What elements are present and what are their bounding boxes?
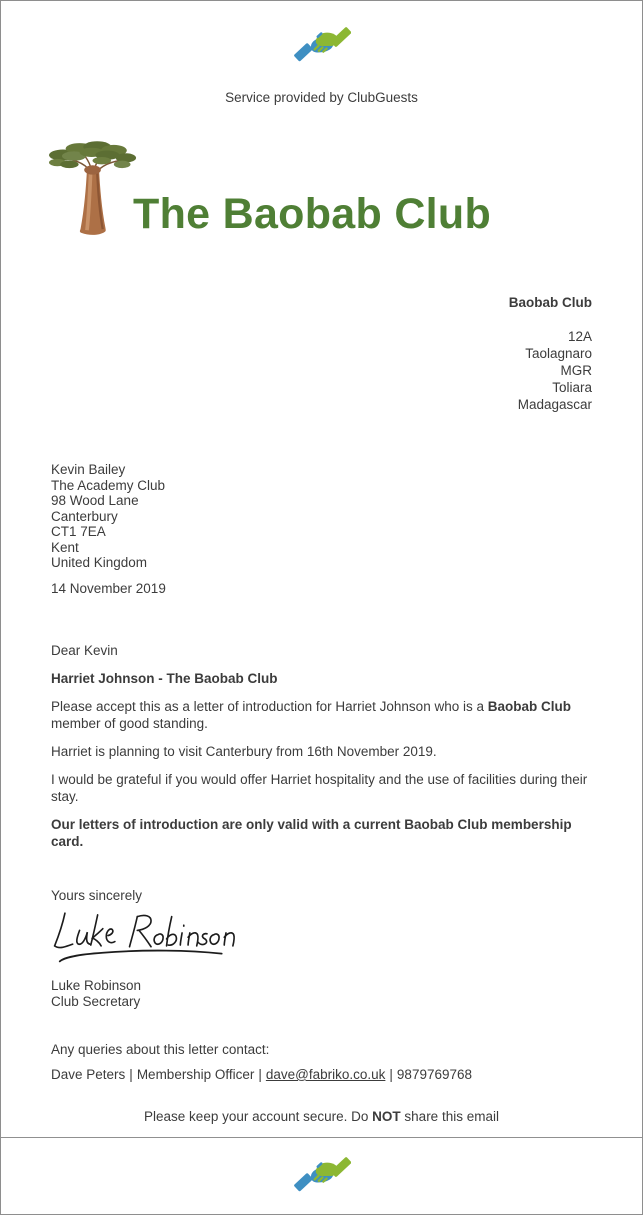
contact-role: Membership Officer	[136, 1067, 255, 1082]
paragraph-validity: Our letters of introduction are only valid with a current Baobab Club membership card.	[51, 817, 572, 849]
signature-image	[47, 908, 262, 970]
contact-phone: 9879769768	[396, 1067, 473, 1082]
signer-name: Luke Robinson	[51, 978, 142, 993]
sender-address-line: Taolagnaro	[525, 346, 592, 361]
recipient-line: Kent	[51, 539, 79, 555]
sender-address-line: MGR	[560, 363, 592, 378]
signer-title: Club Secretary	[51, 993, 141, 1009]
paragraph-text: member of good standing.	[51, 716, 208, 731]
queries-label: Any queries about this letter contact:	[51, 1042, 270, 1057]
recipient-line: The Academy Club	[51, 477, 166, 493]
paragraph-text: Please accept this as a letter of introduction for Harriet Johnson who is a	[51, 699, 488, 714]
separator: |	[258, 1067, 262, 1082]
secure-text: share this email	[400, 1109, 499, 1124]
baobab-tree-icon	[49, 138, 137, 238]
header-icon-wrap	[1, 1, 642, 67]
service-provided-note: Service provided by ClubGuests	[225, 90, 418, 105]
signer-block	[51, 978, 642, 1009]
separator: |	[389, 1067, 393, 1082]
recipient-block	[51, 462, 642, 571]
contact-email-link[interactable]: dave@fabriko.co.uk	[265, 1067, 386, 1082]
recipient-line: CT1 7EA	[51, 524, 106, 539]
closing: Yours sincerely	[51, 888, 143, 903]
letter-body	[51, 642, 594, 904]
club-logo	[49, 138, 642, 238]
letter-date: 14 November 2019	[51, 580, 166, 596]
footer-divider	[1, 1137, 642, 1138]
secure-bold-text: NOT	[372, 1109, 401, 1124]
sender-address-line: 12A	[567, 329, 592, 344]
subject-line: Harriet Johnson - The Baobab Club	[51, 671, 278, 686]
contact-line	[51, 1066, 642, 1083]
sender-address-line: Toliara	[552, 380, 592, 395]
recipient-line: Canterbury	[51, 508, 118, 524]
recipient-line: Kevin Bailey	[51, 462, 126, 477]
sender-address	[1, 328, 592, 413]
separator: |	[129, 1067, 133, 1082]
salutation: Dear Kevin	[51, 643, 118, 658]
paragraph-introduction	[51, 698, 594, 732]
contact-name: Dave Peters	[51, 1067, 126, 1082]
secure-text: Please keep your account secure. Do	[144, 1109, 373, 1124]
sender-address-line: Madagascar	[517, 397, 592, 412]
sender-block	[1, 294, 592, 413]
secure-note	[1, 1108, 642, 1125]
sender-name: Baobab Club	[508, 295, 592, 310]
footer-icon-wrap	[1, 1152, 642, 1197]
handshake-icon	[293, 22, 351, 67]
handshake-icon	[293, 1152, 351, 1197]
logo-wordmark: The Baobab Club	[133, 190, 492, 238]
recipient-line: United Kingdom	[51, 555, 148, 570]
paragraph-visit: Harriet is planning to visit Canterbury from 16th November 2019.	[51, 744, 437, 759]
paragraph-bold-text: Baobab Club	[487, 699, 571, 714]
recipient-line: 98 Wood Lane	[51, 493, 139, 508]
paragraph-hospitality: I would be grateful if you would offer Harriet hospitality and the use of facilities during their stay.	[51, 772, 588, 804]
